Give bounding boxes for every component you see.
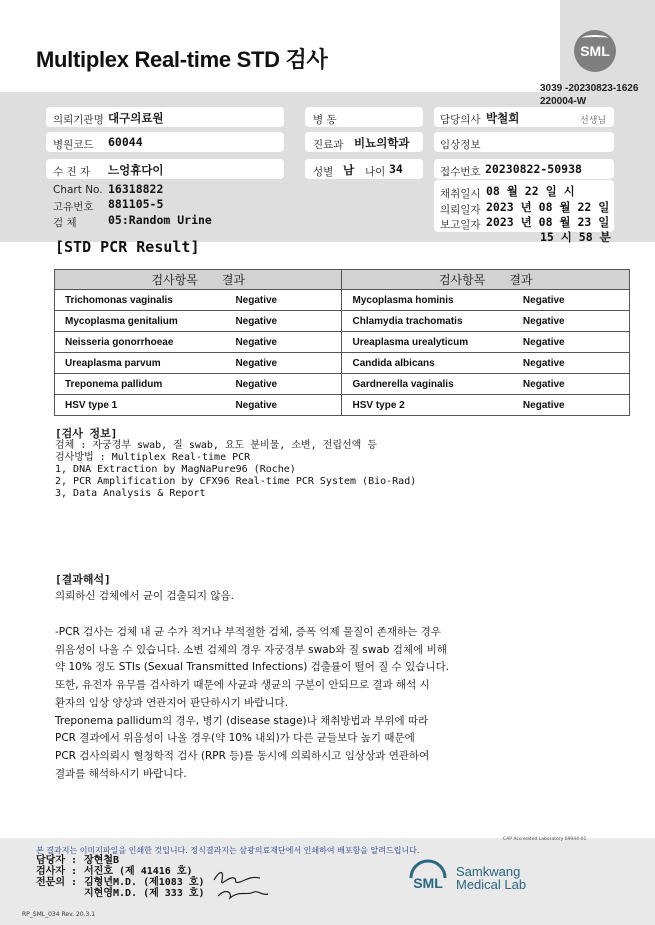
- test-item: Treponema pallidum: [55, 374, 236, 395]
- right-column-header: 검사항목 결과: [342, 270, 630, 290]
- doctor-suffix: 선생님: [580, 116, 607, 126]
- department-label: 진료과: [313, 139, 344, 151]
- test-item: Ureaplasma urealyticum: [342, 332, 523, 353]
- request-date-value: 2023 년 08 월 22 일: [486, 200, 610, 214]
- report-date-value: 2023 년 08 월 23 일: [486, 215, 610, 229]
- interpretation-line: 또한, 유전자 유무를 검사하기 때문에 사균과 생균의 구분이 안되므로 결과 해석 시: [55, 679, 430, 692]
- interpretation-line: 결과를 해석하시기 바랍니다.: [55, 767, 187, 780]
- specimen-value: 05:Random Urine: [108, 213, 212, 227]
- result-table-header: [55, 270, 630, 290]
- test-result: Negative: [523, 311, 630, 332]
- test-info-title: [검사 정보]: [55, 427, 118, 440]
- hospital-code-label: 병원코드: [53, 139, 94, 151]
- result-table: [54, 269, 630, 416]
- test-info-step: 1, DNA Extraction by MagNaPure96 (Roche): [55, 464, 296, 475]
- test-result: Negative: [235, 395, 342, 416]
- interpretation-line: PCR 결과에서 위음성이 나올 경우(약 10% 내외)가 다른 균들보다 높기 때문에: [55, 732, 415, 745]
- unique-no-value: 881105-5: [108, 197, 164, 211]
- interpretation-summary: 의뢰하신 검체에서 균이 검출되지 않음.: [55, 590, 234, 602]
- test-result: Negative: [523, 332, 630, 353]
- specimen-label: 검 체: [53, 217, 77, 229]
- test-item: HSV type 2: [342, 395, 523, 416]
- receipt-value: 20230822-50938: [485, 162, 582, 176]
- test-item: HSV type 1: [55, 395, 236, 416]
- test-item: Trichomonas vaginalis: [55, 290, 236, 311]
- interpretation-line: 환자의 임상 양상과 연관지어 판단하시기 바랍니다.: [55, 696, 289, 709]
- request-number: 3039 -20230823-1626 220004-W: [540, 83, 639, 107]
- test-info-method: 검사방법 : Multiplex Real-time PCR: [55, 452, 251, 463]
- signature-image: [210, 866, 270, 902]
- clinical-info-label: 임상정보: [440, 139, 481, 151]
- test-info-step: 3, Data Analysis & Report: [55, 488, 206, 499]
- test-result: Negative: [523, 395, 630, 416]
- test-item: Mycoplasma hominis: [342, 290, 523, 311]
- chart-no-value: 16318822: [108, 182, 164, 196]
- test-result: Negative: [235, 311, 342, 332]
- test-info-specimen: 검체 : 자궁경부 swab, 질 swab, 요도 분비물, 소변, 전립선액 등: [55, 440, 378, 451]
- report-title: Multiplex Real-time STD 검사: [36, 47, 328, 72]
- examinee-label: 수 진 자: [53, 166, 91, 178]
- test-result: Negative: [235, 290, 342, 311]
- test-item: Candida albicans: [342, 353, 523, 374]
- department-value: 비뇨의학과: [354, 136, 410, 150]
- test-result: Negative: [523, 353, 630, 374]
- test-result: Negative: [523, 290, 630, 311]
- interpretation-line: 위음성이 나올 수 있습니다. 소변 검체의 경우 자궁경부 swab와 질 swab 검체에 비해: [55, 643, 447, 656]
- interpretation-title: [결과해석]: [55, 573, 111, 586]
- staff-row: 검사자 : 서진호 (제 41416 호): [36, 866, 193, 877]
- test-result: Negative: [235, 374, 342, 395]
- interpretation-line: 약 10% 정도 STIs (Sexual Transmitted Infections) 검출률이 떨어 질 수 있습니다.: [55, 661, 450, 674]
- sex-value: 남: [343, 163, 355, 177]
- examinee-value: 느엉휴다이: [108, 163, 164, 177]
- collection-value: 08 월 22 일 시: [486, 184, 575, 198]
- sml-logo: SML: [574, 30, 616, 72]
- table-row: [55, 311, 630, 332]
- table-row: [55, 290, 630, 311]
- test-item: Ureaplasma parvum: [55, 353, 236, 374]
- staff-row: 담당자 : 장현철B: [36, 855, 120, 866]
- test-info-step: 2, PCR Amplification by CFX96 Real-time PCR System (Bio-Rad): [55, 476, 417, 487]
- test-item: Mycoplasma genitalium: [55, 311, 236, 332]
- left-column-header: 검사항목 결과: [55, 270, 342, 290]
- staff-row: 지현영M.D. (제 333 호): [84, 888, 205, 899]
- interpretation-line: Treponema pallidum의 경우, 병기 (disease stage)나 채취방법과 부위에 따라: [55, 714, 429, 727]
- table-row: [55, 374, 630, 395]
- report-date-label: 보고일자: [440, 219, 481, 231]
- result-section-title: [STD PCR Result]: [55, 238, 200, 256]
- svg-text:SML: SML: [413, 875, 443, 891]
- interpretation-line: -PCR 검사는 검체 내 균 수가 적거나 부적절한 검체, 증폭 억제 물질이 존재하는 경우: [55, 626, 441, 638]
- test-result: Negative: [523, 374, 630, 395]
- samkwang-logo-icon: [405, 858, 451, 898]
- age-value: 34: [389, 162, 403, 176]
- brand-name: Samkwang Medical Lab: [456, 864, 527, 892]
- table-row: [55, 332, 630, 353]
- table-row: [55, 395, 630, 416]
- test-item: Neisseria gonorrhoeae: [55, 332, 236, 353]
- test-item: Chlamydia trachomatis: [342, 311, 523, 332]
- receipt-label: 접수번호: [440, 166, 481, 178]
- chart-no-label: Chart No.: [53, 184, 103, 196]
- accreditation-text: CAP Accredited Laboratory 69944-01: [503, 837, 587, 842]
- staff-list: [36, 855, 205, 899]
- table-row: [55, 353, 630, 374]
- ward-label: 병 동: [313, 114, 337, 126]
- report-time-value: 15 시 58 분: [540, 230, 611, 244]
- sex-label: 성별: [313, 166, 334, 178]
- unique-no-label: 고유번호: [53, 201, 94, 213]
- institution-value: 대구의료원: [108, 111, 164, 125]
- staff-row: 전문의 : 김형년M.D. (제1083 호): [36, 877, 205, 888]
- collection-label: 채취일시: [440, 188, 481, 200]
- test-result: Negative: [235, 332, 342, 353]
- hospital-code-value: 60044: [108, 135, 143, 149]
- interpretation-line: PCR 검사의뢰시 혈청학적 검사 (RPR 등)를 동시에 의뢰하시고 임상상과 연관하여: [55, 749, 430, 762]
- age-label: 나이: [365, 166, 386, 178]
- title-box: [0, 0, 560, 92]
- test-result: Negative: [235, 353, 342, 374]
- request-date-label: 의뢰일자: [440, 204, 481, 216]
- form-number: RP_SML_034 Rev. 20.3.1: [22, 911, 96, 918]
- doctor-value: 박철희: [486, 111, 520, 125]
- institution-label: 의뢰기관명: [53, 114, 104, 126]
- test-item: Gardnerella vaginalis: [342, 374, 523, 395]
- footer-notice: 본 결과지는 이미지파일을 인쇄한 것입니다. 정식결과지는 삼광의료재단에서 인쇄하여 배포함을 알려드립니다.: [36, 846, 420, 855]
- doctor-label: 담당의사: [440, 114, 481, 126]
